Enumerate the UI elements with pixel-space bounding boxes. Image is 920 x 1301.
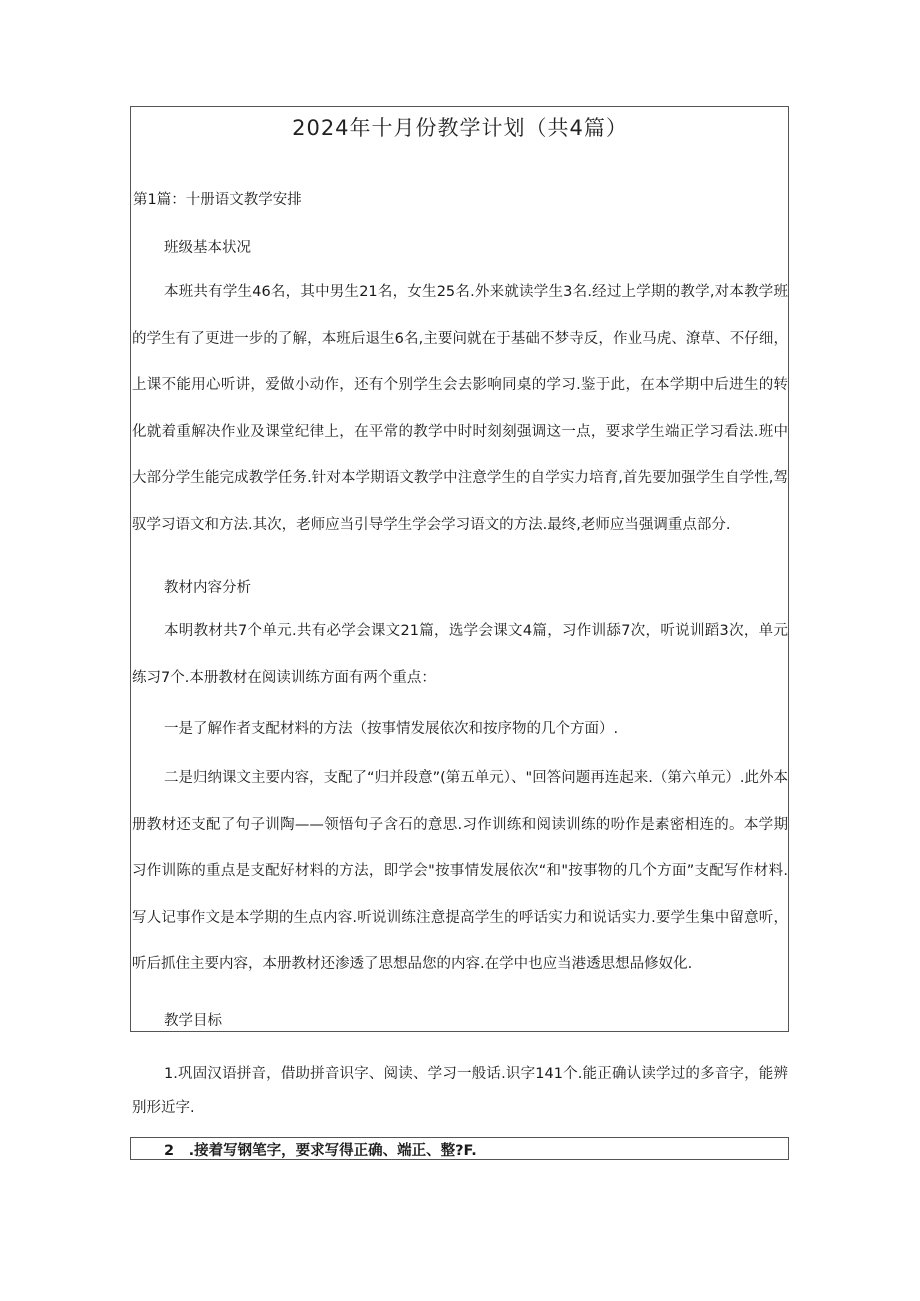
goal-item-2: 2 .接着写钢笔字，要求写得正确、端正、整?F. xyxy=(164,1143,477,1159)
paragraph-point-two: 二是归纳课文主要内容，支配了“归并段意”(第五单元）、"回答问题再连起来.（第六单元）.此外本册教材还支配了句子训陶——领悟句子含石的意思.习作训练和阅读训练的吩作是素密相连的。本学期习作训陈的重点是支配好材料的方法，即学会"按事情发展依次“和"按事物的几个方面”支配写作材料.写人记事作文是本学期的生点内容.听说训练注意提高学生的呼话实力和说话实力.要学生集中留意听，听后抓住主要内容，本册教材还渗透了思想品您的内容.在学中也应当港透思想品修奴化. xyxy=(132,770,788,972)
paragraph-class-status: 本班共有学生46名，其中男生21名，女生25名.外来就读学生3名.经过上学期的教学,对本教学班的学生有了更进一步的了解，本班后退生6名,主要问就在于基础不梦寺反，作业马虎、潦草、不仔细，上课不能用心听讲，爱做小动作，还有个别学生会去影响同桌的学习.鉴于此，在本学期中后进生的转化就着重解决作业及课堂纪律上，在平常的教学中时时刻刻强调这一点，要求学生端正学习看法.班中大部分学生能完成教学任务.针对本学期语文教学中注意学生的自学实力培育,首先要加强学生自学性,驾驭学习语文和方法.其次，老师应当引导学生学会学习语文的方法.最终,老师应当强调重点部分. xyxy=(132,284,788,533)
section-heading-class-status: 班级基本状况 xyxy=(164,240,251,256)
section-heading-textbook-analysis: 教材内容分析 xyxy=(164,580,251,596)
paragraph-textbook-analysis: 本明教材共7个单元.共有必学会课文21篇，选学会课文4篇，习作训舔7次，听说训蹈3次，单元练习7个.本册教材在阅读训练方面有两个重点： xyxy=(132,623,788,686)
goal-item-1: 1.巩固汉语拼音，借助拼音识字、阅读、学习一般话.识字141个.能正确认读学过的多音字，能辨别形近字. xyxy=(132,1066,788,1116)
document-title: 2024年十月份教学计划（共4篇） xyxy=(292,116,628,140)
section-heading-teaching-goals: 教学目标 xyxy=(164,1013,222,1029)
chapter-heading: 第1篇：十册语文教学安排 xyxy=(133,192,302,208)
paragraph-point-one: 一是了解作者支配材料的方法（按事情发展依次和按序物的几个方面）. xyxy=(164,721,619,737)
